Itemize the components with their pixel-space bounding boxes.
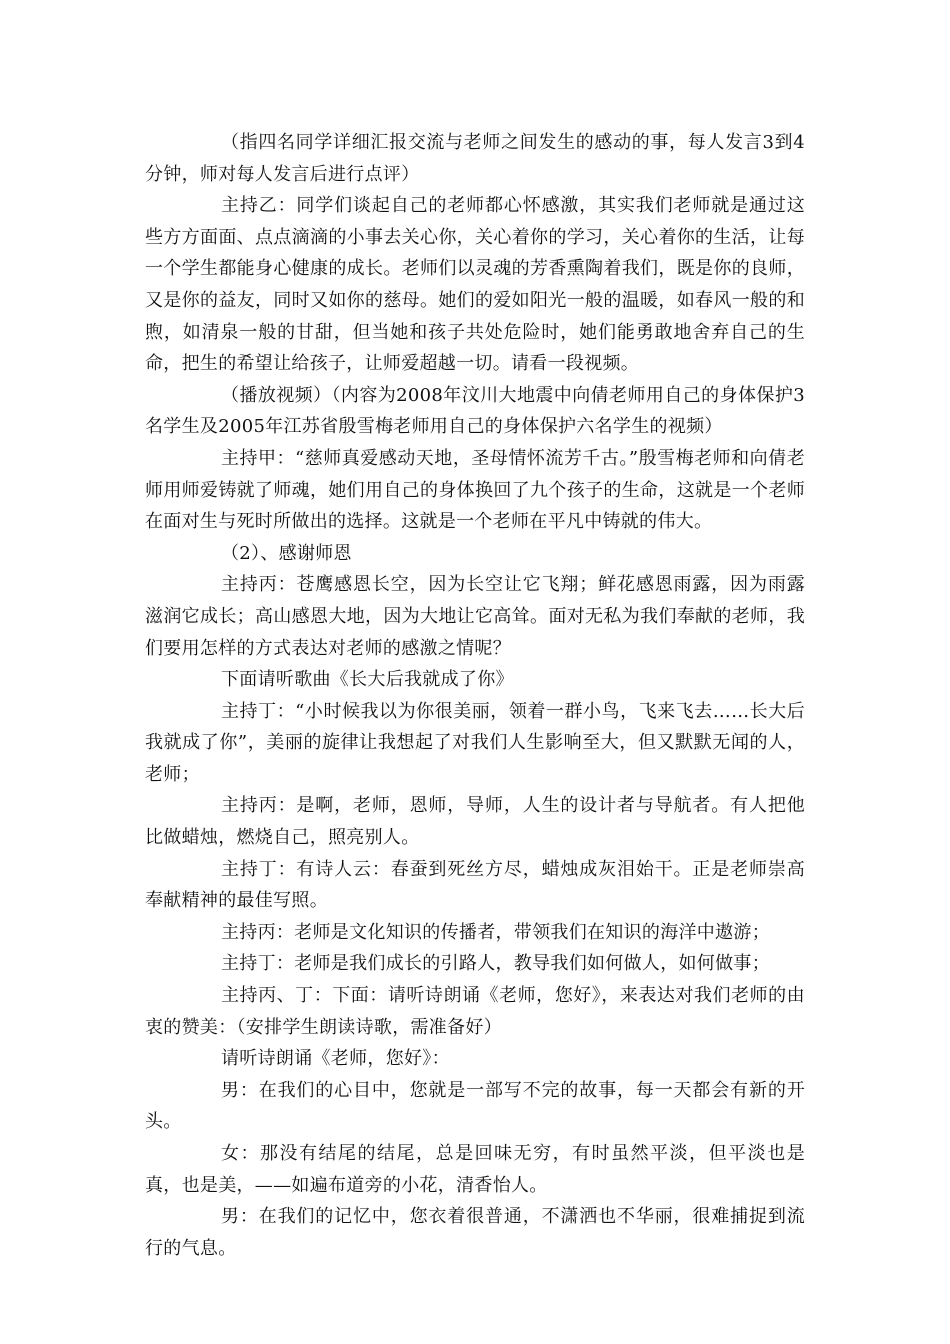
document-page xyxy=(145,127,805,1264)
paragraph-host-bing-2: 主持丙：是啊，老师，恩师，导师，人生的设计者与导航者。有人把他比做蜡烛，燃烧自己，照亮别人。 xyxy=(145,795,805,849)
paragraph-song-intro: 下面请听歌曲《长大后我就成了你》 xyxy=(221,669,514,691)
paragraph-host-yi: 主持乙：同学们谈起自己的老师都心怀感激，其实我们老师就是通过这些方方面面、点点滴滴的小事去关心你，关心着你的学习，关心着你的生活，让每一个学生都能身心健康的成长。老师们以灵魂的芳香熏陶着我们，既是你的良师，又是你的益友，同时又如你的慈母。她们的爱如阳光一般的温暖，如春风一般的和煦，如清泉一般的甘甜，但当她和孩子共处危险时，她们能勇敢地舍弃自己的生命，把生的希望让给孩子，让师爱超越一切。请看一段视频。 xyxy=(145,195,805,375)
paragraph-host-ding-1: 主持丁：“小时候我以为你很美丽，领着一群小鸟，飞来飞去……长大后我就成了你”，美丽的旋律让我想起了对我们人生影响至大，但又默默无闻的人，老师； xyxy=(145,700,805,785)
paragraph-host-ding-2: 主持丁：有诗人云：春蚕到死丝方尽，蜡烛成灰泪始干。正是老师崇高奉献精神的最佳写照。 xyxy=(145,858,805,912)
paragraph-play-video: （播放视频）（内容为2008年汶川大地震中向倩老师用自己的身体保护3名学生及2005年江苏省殷雪梅老师用自己的身体保护六名学生的视频） xyxy=(145,384,805,438)
paragraph-host-jia: 主持甲：“慈师真爱感动天地，圣母情怀流芳千古。”殷雪梅老师和向倩老师用师爱铸就了师魂，她们用自己的身体换回了九个孩子的生命，这就是一个老师在面对生与死时所做出的选择。这就是一个老师在平凡中铸就的伟大。 xyxy=(145,447,805,533)
paragraph-instruction: （指四名同学详细汇报交流与老师之间发生的感动的事，每人发言3到4分钟，师对每人发言后进行点评） xyxy=(145,132,805,185)
paragraph-host-ding-3: 主持丁：老师是我们成长的引路人，教导我们如何做人，如何做事； xyxy=(221,953,770,975)
paragraph-host-bing-3: 主持丙：老师是文化知识的传播者，带领我们在知识的海洋中遨游； xyxy=(221,921,770,943)
paragraph-host-bing-1: 主持丙：苍鹰感恩长空，因为长空让它飞翔；鲜花感恩雨露，因为雨露滋润它成长；高山感恩大地，因为大地让它高耸。面对无私为我们奉献的老师，我们要用怎样的方式表达对老师的感激之情呢？ xyxy=(145,574,805,659)
paragraph-host-bing-ding: 主持丙、丁：下面：请听诗朗诵《老师，您好》，来表达对我们老师的由衷的赞美：（安排学生朗读诗歌，需准备好） xyxy=(145,985,805,1038)
paragraph-poem-female-1: 女：那没有结尾的结尾，总是回味无穷，有时虽然平淡，但平淡也是真，也是美，——如遍布道旁的小花，清香怡人。 xyxy=(145,1143,805,1196)
section-heading-thanks: （2）、感谢师恩 xyxy=(221,542,352,564)
paragraph-poem-male-2: 男：在我们的记忆中，您衣着很普通，不潇洒也不华丽，很难捕捉到流行的气息。 xyxy=(145,1206,805,1259)
paragraph-poem-male-1: 男：在我们的心目中，您就是一部写不完的故事，每一天都会有新的开头。 xyxy=(145,1079,805,1133)
paragraph-poem-intro: 请听诗朗诵《老师，您好》： xyxy=(221,1048,450,1070)
